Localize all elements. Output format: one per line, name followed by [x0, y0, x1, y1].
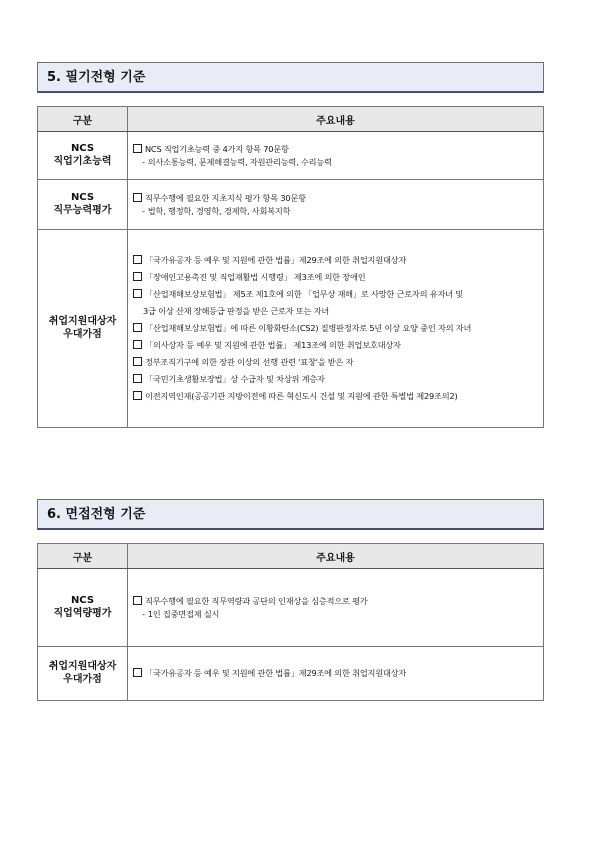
row-category: [38, 647, 128, 701]
row-category: [38, 180, 128, 230]
content-line: 직무수행에 필요한 지초지식 평가 항목 30문항: [133, 192, 539, 205]
category-line: 우대가점: [63, 328, 102, 340]
table-row: [38, 180, 544, 230]
content-line: 「의사상자 등 예우 및 지원에 관한 법률」 제13조에 의한 취업보호대상자: [133, 337, 539, 354]
content-line: 「산업재해보상보험법」에 따른 이황화탄소(CS2) 질병판정자로 5년 이상 요양 중인 자의 자녀: [133, 320, 539, 337]
column-header-category: 구분: [38, 107, 128, 132]
category-line: NCS: [70, 192, 95, 203]
written-exam-table: [37, 106, 544, 428]
row-category: [38, 569, 128, 647]
category-line: NCS: [70, 143, 95, 154]
row-content: [128, 230, 544, 428]
column-header-content: 주요내용: [128, 107, 544, 132]
table-row: [38, 132, 544, 180]
content-line: 「장애인고용촉진 및 직업재활법 시행령」 제3조에 의한 장애인: [133, 269, 539, 286]
content-line: 직무수행에 필요한 직무역량과 공단의 인재상을 심층적으로 평가: [133, 595, 539, 608]
category-line: 취업지원대상자: [48, 661, 117, 672]
category-line: 우대가점: [63, 673, 102, 685]
category-line: 직무능력평가: [53, 204, 112, 216]
row-content: [128, 132, 544, 180]
checkbox-icon: [133, 340, 142, 349]
checkbox-icon: [133, 255, 142, 264]
section-5-title: 5. 필기전형 기준: [37, 62, 544, 93]
content-line: 「국민기초생활보장법」상 수급자 및 차상위 계층자: [133, 371, 539, 388]
category-line: 직업역량평가: [53, 607, 112, 619]
row-content: [128, 569, 544, 647]
checkbox-icon: [133, 374, 142, 383]
column-header-content: 주요내용: [128, 544, 544, 569]
category-line: NCS: [70, 595, 95, 606]
section-6-title: 6. 면접전형 기준: [37, 499, 544, 530]
row-category: [38, 132, 128, 180]
column-header-category: 구분: [38, 544, 128, 569]
row-content: [128, 647, 544, 701]
checkbox-icon: [133, 323, 142, 332]
category-line: 취업지원대상자: [48, 316, 117, 327]
checkbox-icon: [133, 289, 142, 298]
checkbox-icon: [133, 391, 142, 400]
content-line: 정부조직기구에 의한 장관 이상의 선행 관련 '표창'을 받은 자: [133, 354, 539, 371]
table-header-row: [38, 544, 544, 569]
row-content: [128, 180, 544, 230]
content-line: 「국가유공자 등 예우 및 지원에 관한 법률」제29조에 의한 취업지원대상자: [133, 252, 539, 269]
table-row: [38, 647, 544, 701]
content-subline: - 의사소통능력, 문제해결능력, 자원관리능력, 수리능력: [142, 156, 332, 167]
content-line: 이전지역인재(공공기관 지방이전에 따른 혁신도시 건설 및 지원에 관한 특별법 제29조의2): [133, 388, 539, 405]
checkbox-icon: [133, 357, 142, 366]
table-header-row: [38, 107, 544, 132]
interview-table: [37, 543, 544, 701]
checkbox-icon: [133, 272, 142, 281]
table-row: [38, 230, 544, 428]
checkbox-icon: [133, 668, 142, 677]
content-subline: - 법학, 행정학, 경영학, 경제학, 사회복지학: [142, 205, 291, 216]
content-line: 「산업재해보상보험법」 제5조 제1호에 의한 「업무상 재해」로 사망한 근로자의 유자녀 및: [133, 286, 539, 303]
checkbox-icon: [133, 193, 142, 202]
table-row: [38, 569, 544, 647]
checkbox-icon: [133, 144, 142, 153]
content-line-continued: 3급 이상 산재 장해등급 판정을 받은 근로자 또는 자녀: [143, 306, 330, 316]
row-category: [38, 230, 128, 428]
checkbox-icon: [133, 596, 142, 605]
category-line: 직업기초능력: [53, 155, 112, 167]
content-line: NCS 직업기초능력 중 4가지 항목 70문항: [133, 143, 539, 156]
content-subline: - 1인 집중면접제 실시: [142, 608, 220, 619]
content-line: 「국가유공자 등 예우 및 지원에 관한 법률」제29조에 의한 취업지원대상자: [133, 667, 539, 680]
